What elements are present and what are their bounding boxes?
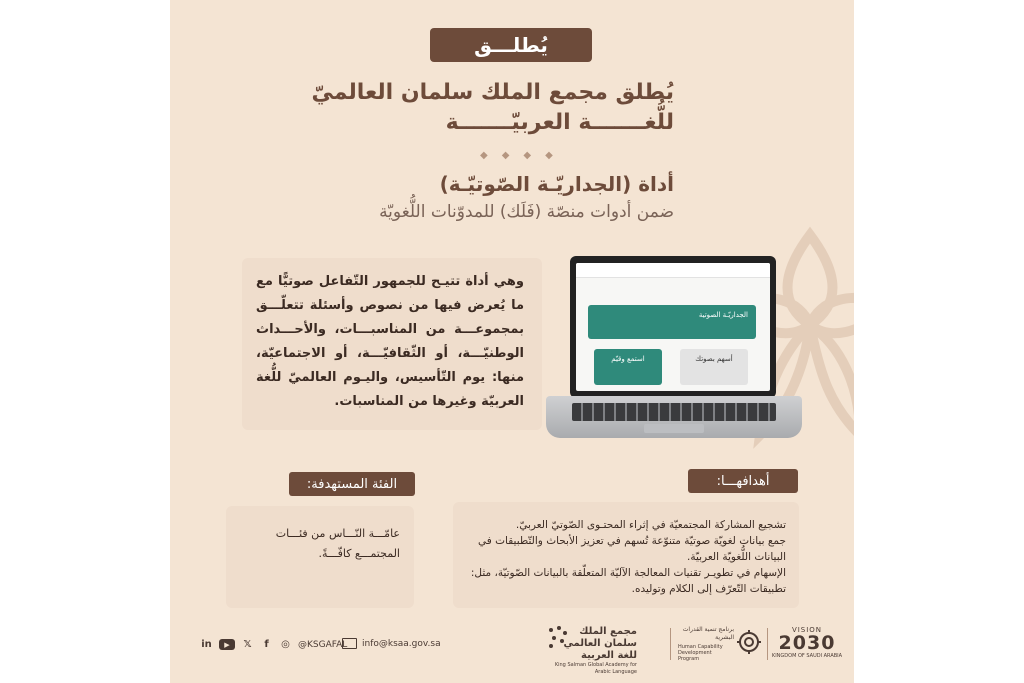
objective-item: جمع بيانات لغويّة صوتيّة متنوّعة تُسهم في تعزيز الأبحاث والتّطبيقات في البيانات اللُّغويّة العربيّة. <box>478 535 786 563</box>
objectives-list <box>464 517 786 597</box>
program-name-en: Human Capability Development Program <box>678 644 723 662</box>
academy-name-ar: مجمع الملك سلمان العالمي للغة العربية <box>563 626 637 661</box>
vision-country: KINGDOM OF SAUDI ARABIA <box>771 653 843 659</box>
footer-divider <box>767 628 768 660</box>
vision-2030-logo <box>770 626 844 666</box>
tool-subtitle: ضمن أدوات منصّة (فَلَك) للمدوّنات اللُّغويّة <box>379 202 674 222</box>
x-icon[interactable]: 𝕏 <box>243 639 252 650</box>
screen-card-listen: استمع وقيّم <box>594 349 662 385</box>
youtube-icon[interactable]: ▶ <box>219 639 235 650</box>
email-icon <box>342 638 357 649</box>
contact-email <box>342 638 441 649</box>
vision-word: VISION <box>791 626 823 634</box>
screen-navbar <box>576 263 770 278</box>
headline-line1: يُطلق مجمع الملك سلمان العالميّ <box>311 80 674 105</box>
academy-logo <box>545 624 665 675</box>
linkedin-icon[interactable]: in <box>201 639 212 650</box>
launch-badge: يُطلـــق <box>430 28 592 62</box>
social-links <box>200 638 347 651</box>
headline-line2: للُّغـــــــة العربيّـــــــة <box>445 110 674 135</box>
objective-item: تشجيع المشاركة المجتمعيّة في إثراء المحتـوى الصّوتيّ العربيّ. <box>515 519 786 531</box>
laptop-keyboard <box>572 403 776 421</box>
laptop-screen <box>576 263 770 391</box>
hcdp-logo <box>678 624 764 664</box>
audience-text: عامّـــة النّـــاس من فئـــات المجتمـــع كافّـــةً. <box>275 527 400 560</box>
vision-year: 2030 <box>778 632 836 654</box>
laptop-mockup <box>546 254 802 442</box>
footer-divider <box>670 628 671 660</box>
screen-hero: الجداريّـة الصوتية <box>588 305 756 339</box>
poster <box>170 0 854 683</box>
divider-dots-icon: ◆◆◆◆ <box>480 150 567 161</box>
social-handle[interactable]: @KSGAFAL <box>298 639 348 650</box>
screen-card-contribute: أسهم بصوتك <box>680 349 748 385</box>
email-address[interactable]: info@ksaa.gov.sa <box>362 638 441 649</box>
hcdp-emblem-icon <box>736 628 762 656</box>
laptop-trackpad <box>644 424 704 433</box>
program-name-ar: برنامج تنمية القدرات البشرية <box>682 626 734 641</box>
instagram-icon[interactable]: ◎ <box>281 639 290 650</box>
objective-item: الإسهام في تطويـر تقنيات المعالجة الآليّة المتعلّقة بالبيانات الصّوتيّة، مثل: تطبيقات التّعرّف إلى الكلام وتوليده. <box>470 567 786 595</box>
objectives-label: أهدافهـــا: <box>688 469 798 493</box>
academy-name-en: King Salman Global Academy for Arabic Language <box>554 662 637 675</box>
tool-title: أداة (الجداريّـة الصّوتيّـة) <box>439 172 674 196</box>
audience-label: الفئة المستهدفة: <box>289 472 415 496</box>
description-text: وهي أداة تتيـح للجمهور التّفاعل صوتيًّا مع ما يُعرض فيها من نصوص وأسئلة تتعلّـــق بمجموعـــة من المناسبـــات، والأحـــداث الوطنيّـــة، أو الثّقافيّـــة، أو الاجتماعيّة، منها: يوم التّأسيس، واليـوم العالميّ للُّغة العربيّة وغيرها من المناسبات. <box>256 274 524 409</box>
facebook-icon[interactable]: f <box>264 639 269 650</box>
